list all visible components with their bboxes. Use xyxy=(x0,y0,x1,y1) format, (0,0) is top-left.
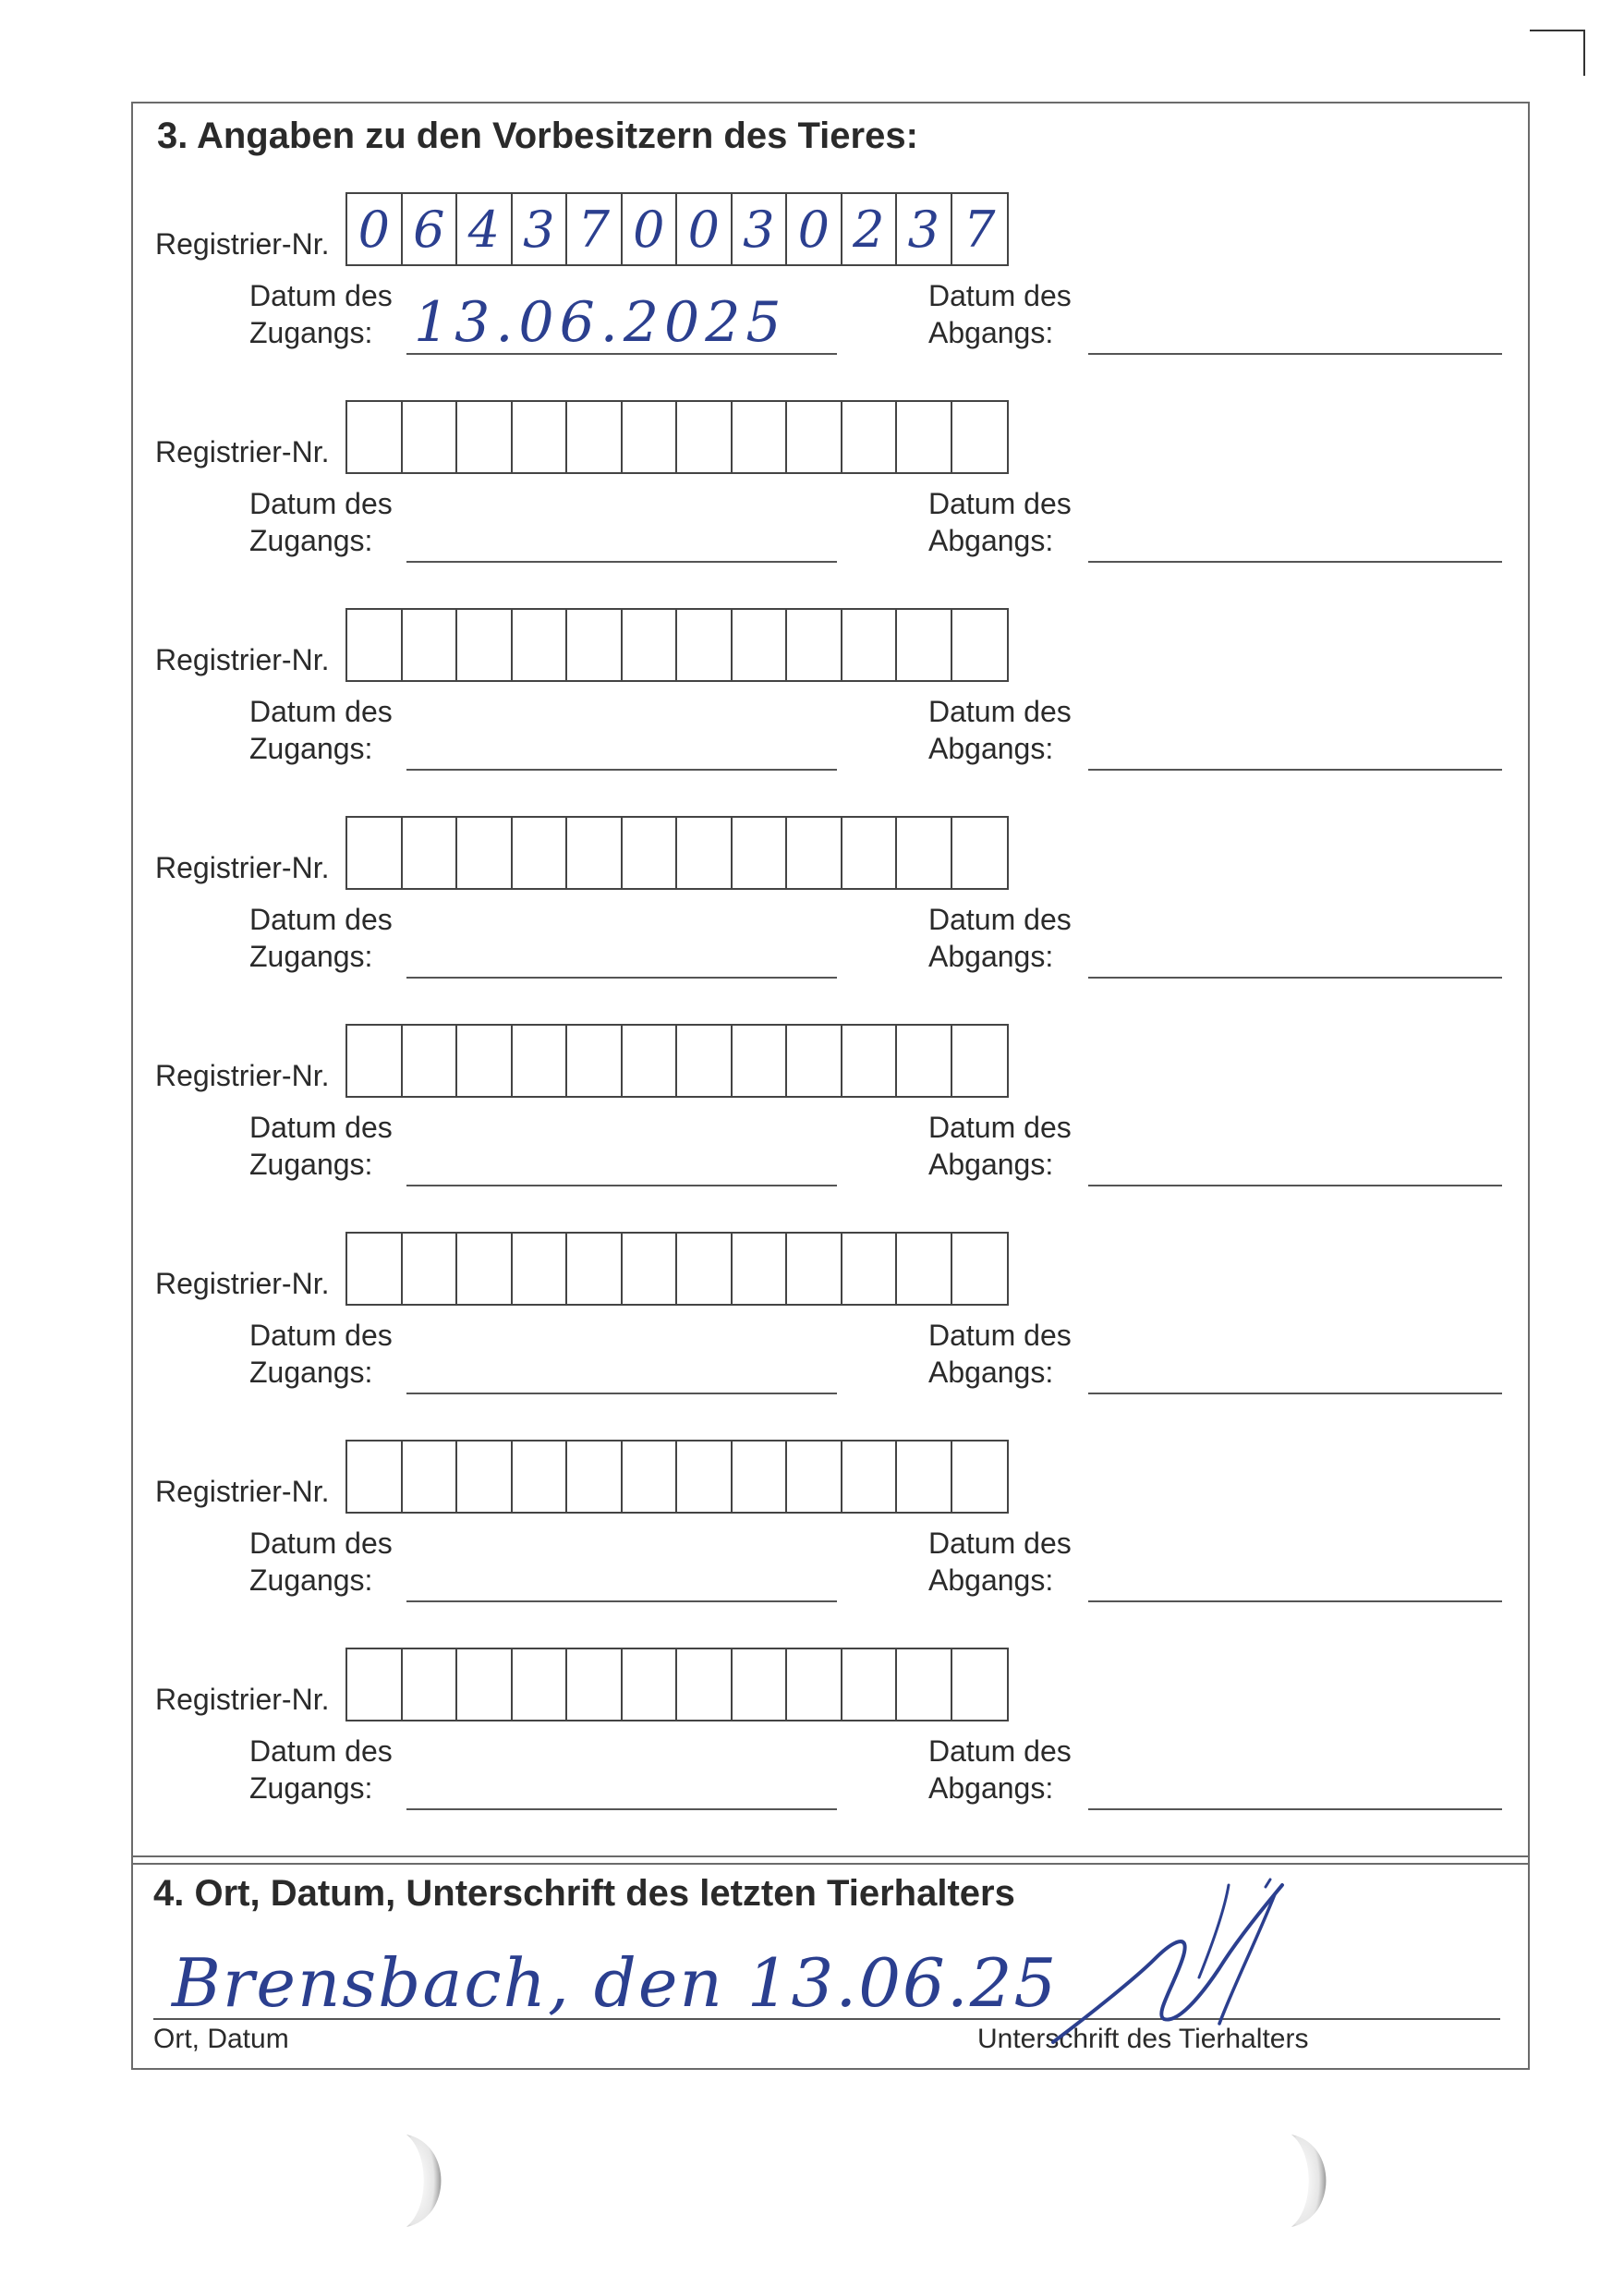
registrier-nr-digit-box[interactable] xyxy=(567,818,623,888)
registrier-nr-digit-box[interactable] xyxy=(513,610,568,680)
abgang-label-line2: Abgangs: xyxy=(928,732,1054,765)
abgang-date-field[interactable] xyxy=(1088,561,1502,563)
ort-datum-line xyxy=(153,2018,994,2020)
zugang-label-line2: Zugangs: xyxy=(249,1356,373,1389)
registrier-nr-digit-box[interactable] xyxy=(733,402,788,472)
abgang-date-label xyxy=(928,1733,1072,1806)
abgang-label-line1: Datum des xyxy=(928,1527,1072,1560)
registrier-nr-digit-box[interactable] xyxy=(897,610,952,680)
abgang-date-label xyxy=(928,277,1072,351)
registrier-nr-boxes xyxy=(345,1440,1009,1514)
registrier-nr-digit-box[interactable] xyxy=(347,818,403,888)
registrier-nr-digit-box[interactable] xyxy=(347,402,403,472)
registrier-nr-digit-box[interactable] xyxy=(457,402,513,472)
registrier-nr-digit-box[interactable] xyxy=(952,610,1008,680)
registrier-nr-digit-box[interactable]: 3 xyxy=(897,194,952,264)
ort-datum-label: Ort, Datum xyxy=(153,2024,289,2054)
registrier-nr-digit-box[interactable] xyxy=(513,402,568,472)
registrier-nr-label: Registrier-Nr. xyxy=(155,1475,330,1508)
abgang-date-field[interactable] xyxy=(1088,1185,1502,1186)
registrier-nr-digit-box[interactable] xyxy=(842,610,898,680)
section-3-title: 3. Angaben zu den Vorbesitzern des Tieres: xyxy=(157,116,918,156)
registrier-nr-digit-box[interactable]: 0 xyxy=(347,194,403,264)
registrier-nr-boxes xyxy=(345,192,1009,266)
corner-crop-mark xyxy=(1530,30,1585,76)
registrier-nr-digit-box[interactable]: 3 xyxy=(733,194,788,264)
zugang-date-label xyxy=(249,1525,393,1599)
registrier-nr-digit-box[interactable] xyxy=(787,402,842,472)
previous-owner-entry xyxy=(0,1440,1624,1647)
zugang-label-line1: Datum des xyxy=(249,903,393,936)
zugang-date-label xyxy=(249,1109,393,1183)
registrier-nr-digit-box[interactable] xyxy=(733,1026,788,1096)
registrier-nr-digit-box[interactable] xyxy=(677,1234,733,1304)
registrier-nr-digit-box[interactable] xyxy=(457,1026,513,1096)
registrier-nr-digit-box[interactable] xyxy=(677,1649,733,1720)
registrier-nr-digit-box[interactable] xyxy=(567,402,623,472)
registrier-nr-digit-box[interactable] xyxy=(567,1442,623,1512)
registrier-nr-digit-box[interactable] xyxy=(403,402,458,472)
registrier-nr-digit-box[interactable] xyxy=(403,1649,458,1720)
abgang-date-field[interactable] xyxy=(1088,769,1502,771)
registrier-nr-label: Registrier-Nr. xyxy=(155,227,330,261)
zugang-label-line2: Zugangs: xyxy=(249,524,373,557)
zugang-label-line1: Datum des xyxy=(249,1111,393,1144)
abgang-label-line2: Abgangs: xyxy=(928,1771,1054,1805)
abgang-label-line2: Abgangs: xyxy=(928,1148,1054,1181)
zugang-date-label xyxy=(249,485,393,559)
previous-owner-entry xyxy=(0,1232,1624,1439)
registrier-nr-digit-box[interactable] xyxy=(897,402,952,472)
abgang-date-label xyxy=(928,1317,1072,1391)
registrier-nr-digit-box[interactable] xyxy=(457,818,513,888)
registrier-nr-digit-box[interactable] xyxy=(733,1234,788,1304)
registrier-nr-digit-box[interactable]: 7 xyxy=(567,194,623,264)
zugang-date-field[interactable] xyxy=(406,1600,837,1602)
abgang-label-line1: Datum des xyxy=(928,1111,1072,1144)
registrier-nr-digit-box[interactable] xyxy=(733,818,788,888)
registrier-nr-digit-box[interactable] xyxy=(897,1649,952,1720)
registrier-nr-digit-box[interactable] xyxy=(457,610,513,680)
registrier-nr-digit-box[interactable] xyxy=(403,1234,458,1304)
registrier-nr-boxes xyxy=(345,816,1009,890)
registrier-nr-digit-box[interactable] xyxy=(513,1442,568,1512)
registrier-nr-digit-box[interactable] xyxy=(403,1026,458,1096)
zugang-date-value: 13.06.2025 xyxy=(414,290,787,355)
registrier-nr-digit-box[interactable] xyxy=(733,610,788,680)
registrier-nr-digit-box[interactable] xyxy=(952,402,1008,472)
registrier-nr-digit-box[interactable] xyxy=(513,1649,568,1720)
registrier-nr-label: Registrier-Nr. xyxy=(155,643,330,676)
abgang-label-line1: Datum des xyxy=(928,1734,1072,1768)
unterschrift-label: Unterschrift des Tierhalters xyxy=(977,2024,1309,2054)
zugang-label-line2: Zugangs: xyxy=(249,1148,373,1181)
previous-owner-entry xyxy=(0,608,1624,815)
abgang-label-line1: Datum des xyxy=(928,1319,1072,1352)
registrier-nr-digit-box[interactable] xyxy=(677,1442,733,1512)
registrier-nr-digit-box[interactable] xyxy=(842,1649,898,1720)
registrier-nr-digit-box[interactable] xyxy=(787,1649,842,1720)
registrier-nr-digit-box[interactable] xyxy=(513,818,568,888)
registrier-nr-digit-box[interactable] xyxy=(677,402,733,472)
abgang-label-line1: Datum des xyxy=(928,695,1072,728)
zugang-date-field[interactable] xyxy=(406,1808,837,1810)
registrier-nr-label: Registrier-Nr. xyxy=(155,1683,330,1716)
section-4-title: 4. Ort, Datum, Unterschrift des letzten Tierhalters xyxy=(153,1873,1015,1914)
previous-owner-entry xyxy=(0,1024,1624,1231)
registrier-nr-digit-box[interactable] xyxy=(842,1026,898,1096)
zugang-label-line1: Datum des xyxy=(249,1734,393,1768)
registrier-nr-boxes xyxy=(345,400,1009,474)
abgang-date-label xyxy=(928,901,1072,975)
abgang-label-line2: Abgangs: xyxy=(928,940,1054,973)
zugang-date-field[interactable] xyxy=(406,977,837,979)
zugang-label-line2: Zugangs: xyxy=(249,940,373,973)
registrier-nr-digit-box[interactable] xyxy=(787,610,842,680)
abgang-label-line1: Datum des xyxy=(928,487,1072,520)
abgang-date-label xyxy=(928,1525,1072,1599)
zugang-label-line2: Zugangs: xyxy=(249,732,373,765)
registrier-nr-digit-box[interactable] xyxy=(733,1649,788,1720)
zugang-label-line2: Zugangs: xyxy=(249,1563,373,1597)
registrier-nr-digit-box[interactable]: 0 xyxy=(677,194,733,264)
zugang-date-field[interactable] xyxy=(406,769,837,771)
registrier-nr-boxes xyxy=(345,1024,1009,1098)
zugang-date-label xyxy=(249,693,393,767)
registrier-nr-digit-box[interactable] xyxy=(457,1234,513,1304)
registrier-nr-digit-box[interactable] xyxy=(347,1026,403,1096)
registrier-nr-digit-box[interactable] xyxy=(567,1026,623,1096)
abgang-label-line1: Datum des xyxy=(928,279,1072,312)
registrier-nr-label: Registrier-Nr. xyxy=(155,1267,330,1300)
registrier-nr-digit-box[interactable] xyxy=(952,1234,1008,1304)
registrier-nr-digit-box[interactable] xyxy=(677,818,733,888)
registrier-nr-digit-box[interactable] xyxy=(623,1442,678,1512)
zugang-label-line1: Datum des xyxy=(249,279,393,312)
zugang-date-field[interactable] xyxy=(406,1185,837,1186)
zugang-label-line1: Datum des xyxy=(249,1319,393,1352)
registrier-nr-digit-box[interactable] xyxy=(842,1234,898,1304)
registrier-nr-boxes xyxy=(345,1232,1009,1306)
registrier-nr-digit-box[interactable] xyxy=(623,610,678,680)
abgang-label-line2: Abgangs: xyxy=(928,316,1054,349)
punch-hole-left-icon xyxy=(388,2125,462,2236)
registrier-nr-boxes xyxy=(345,608,1009,682)
registrier-nr-digit-box[interactable] xyxy=(347,610,403,680)
registrier-nr-label: Registrier-Nr. xyxy=(155,851,330,884)
registrier-nr-digit-box[interactable] xyxy=(897,1442,952,1512)
registrier-nr-digit-box[interactable]: 2 xyxy=(842,194,898,264)
registrier-nr-label: Registrier-Nr. xyxy=(155,435,330,468)
abgang-date-field[interactable] xyxy=(1088,1393,1502,1394)
registrier-nr-digit-box[interactable] xyxy=(567,1234,623,1304)
registrier-nr-digit-box[interactable] xyxy=(623,402,678,472)
registrier-nr-boxes xyxy=(345,1648,1009,1721)
registrier-nr-digit-box[interactable] xyxy=(787,818,842,888)
registrier-nr-digit-box[interactable] xyxy=(623,1234,678,1304)
registrier-nr-digit-box[interactable] xyxy=(567,610,623,680)
registrier-nr-digit-box[interactable] xyxy=(842,818,898,888)
section-divider-secondary xyxy=(131,1863,1530,1865)
registrier-nr-digit-box[interactable] xyxy=(513,1234,568,1304)
previous-owner-entry xyxy=(0,192,1624,399)
zugang-date-field[interactable] xyxy=(406,1393,837,1394)
registrier-nr-digit-box[interactable] xyxy=(457,1442,513,1512)
section-divider xyxy=(131,1855,1530,1857)
registrier-nr-digit-box[interactable] xyxy=(677,1026,733,1096)
abgang-label-line1: Datum des xyxy=(928,903,1072,936)
abgang-date-field[interactable] xyxy=(1088,353,1502,355)
zugang-date-label xyxy=(249,901,393,975)
registrier-nr-digit-box[interactable]: 3 xyxy=(513,194,568,264)
registrier-nr-digit-box[interactable] xyxy=(677,610,733,680)
registrier-nr-digit-box[interactable] xyxy=(457,1649,513,1720)
zugang-date-label xyxy=(249,1733,393,1806)
zugang-label-line2: Zugangs: xyxy=(249,1771,373,1805)
registrier-nr-digit-box[interactable] xyxy=(347,1442,403,1512)
registrier-nr-digit-box[interactable]: 7 xyxy=(963,200,996,259)
registrier-nr-digit-box[interactable] xyxy=(787,1026,842,1096)
abgang-date-field[interactable] xyxy=(1088,1600,1502,1602)
zugang-date-label xyxy=(249,1317,393,1391)
zugang-label-line1: Datum des xyxy=(249,695,393,728)
abgang-date-field[interactable] xyxy=(1088,1808,1502,1810)
registrier-nr-digit-box[interactable] xyxy=(623,818,678,888)
previous-owner-entry xyxy=(0,1648,1624,1855)
zugang-date-field[interactable] xyxy=(406,561,837,563)
registrier-nr-digit-box[interactable] xyxy=(897,1234,952,1304)
registrier-nr-digit-box[interactable] xyxy=(567,1649,623,1720)
registrier-nr-digit-box[interactable] xyxy=(733,1442,788,1512)
previous-owner-entry xyxy=(0,816,1624,1023)
registrier-nr-digit-box[interactable] xyxy=(787,1442,842,1512)
registrier-nr-digit-box[interactable] xyxy=(897,818,952,888)
zugang-label-line1: Datum des xyxy=(249,487,393,520)
registrier-nr-digit-box[interactable] xyxy=(403,1442,458,1512)
registrier-nr-digit-box[interactable] xyxy=(403,610,458,680)
previous-owner-entry xyxy=(0,400,1624,607)
registrier-nr-digit-box[interactable] xyxy=(347,1649,403,1720)
punch-hole-right-icon xyxy=(1273,2125,1347,2236)
abgang-label-line2: Abgangs: xyxy=(928,1563,1054,1597)
abgang-date-field[interactable] xyxy=(1088,977,1502,979)
zugang-label-line1: Datum des xyxy=(249,1527,393,1560)
registrier-nr-digit-box[interactable]: 4 xyxy=(457,194,513,264)
registrier-nr-digit-box[interactable] xyxy=(952,1026,1008,1096)
zugang-label-line2: Zugangs: xyxy=(249,316,373,349)
registrier-nr-digit-box[interactable]: 6 xyxy=(403,194,458,264)
registrier-nr-digit-box[interactable] xyxy=(623,1026,678,1096)
registrier-nr-label: Registrier-Nr. xyxy=(155,1059,330,1092)
registrier-nr-digit-box[interactable] xyxy=(347,1234,403,1304)
abgang-date-label xyxy=(928,693,1072,767)
registrier-nr-digit-box[interactable] xyxy=(952,1649,1008,1720)
registrier-nr-digit-box[interactable] xyxy=(623,1649,678,1720)
registrier-nr-digit-box[interactable] xyxy=(513,1026,568,1096)
registrier-nr-digit-box[interactable]: 0 xyxy=(787,194,842,264)
registrier-nr-digit-box[interactable] xyxy=(842,1442,898,1512)
registrier-nr-digit-box[interactable]: 0 xyxy=(623,194,678,264)
handwritten-signature[interactable] xyxy=(1044,1876,1376,2061)
registrier-nr-digit-box[interactable] xyxy=(787,1234,842,1304)
abgang-label-line2: Abgangs: xyxy=(928,1356,1054,1389)
registrier-nr-digit-box[interactable] xyxy=(403,818,458,888)
ort-datum-field[interactable]: Brensbach, den 13.06.25 xyxy=(172,1944,1059,2022)
registrier-nr-digit-box[interactable] xyxy=(952,1442,1008,1512)
abgang-label-line2: Abgangs: xyxy=(928,524,1054,557)
registrier-nr-digit-box[interactable] xyxy=(897,1026,952,1096)
zugang-date-label xyxy=(249,277,393,351)
abgang-date-label xyxy=(928,1109,1072,1183)
registrier-nr-digit-box[interactable] xyxy=(952,818,1008,888)
abgang-date-label xyxy=(928,485,1072,559)
registrier-nr-digit-box[interactable] xyxy=(842,402,898,472)
